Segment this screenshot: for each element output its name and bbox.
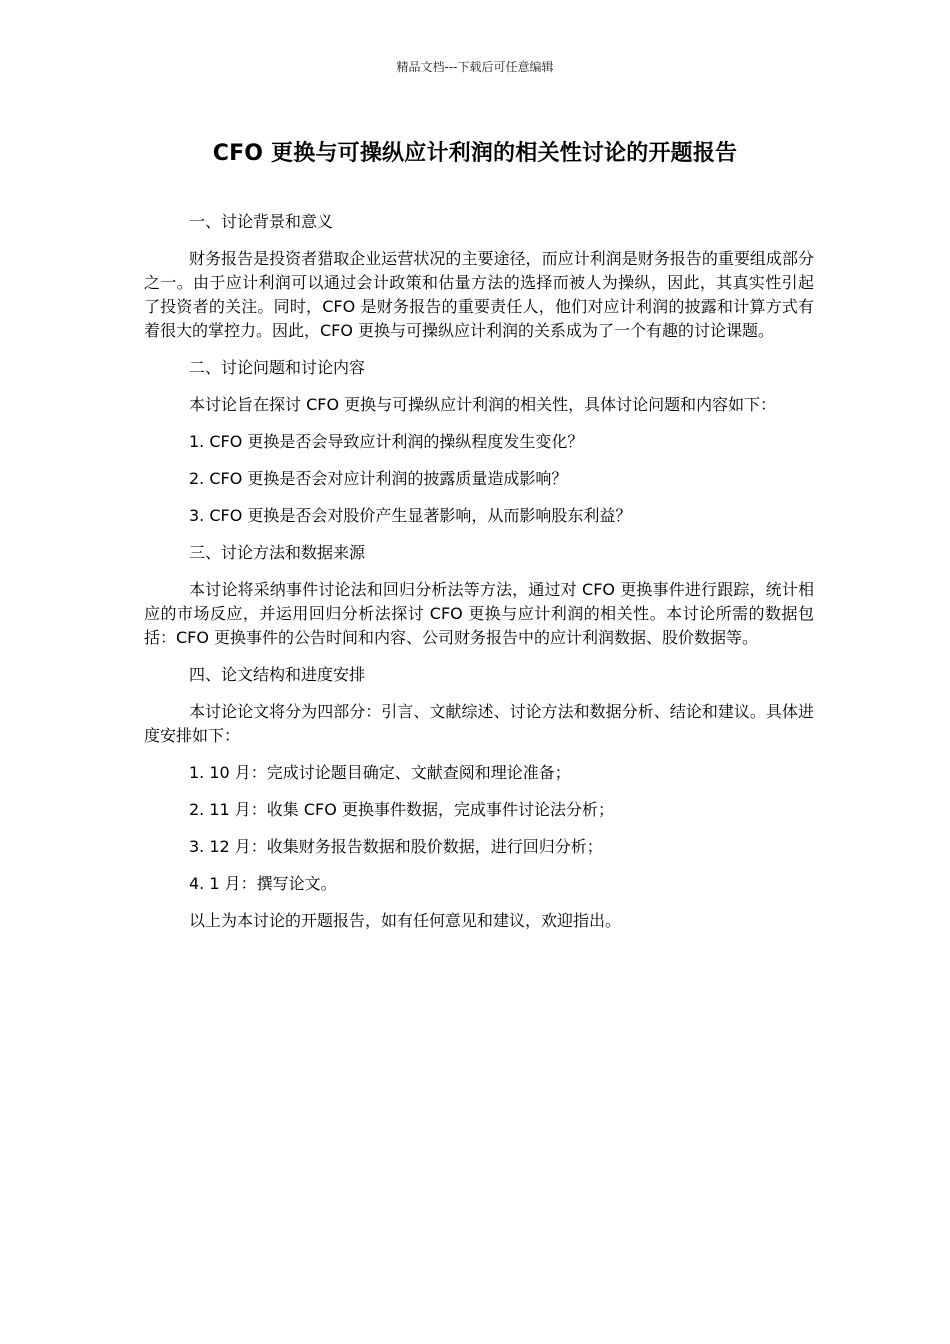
paragraph-background: 财务报告是投资者猎取企业运营状况的主要途径，而应计利润是财务报告的重要组成部分之一。由于应计利润可以通过会计政策和估量方法的选择而被人为操纵，因此，其真实性引起了投资者的关注。同时，CFO 是财务报告的重要责任人，他们对应计利润的披露和计算方式有着很大的掌控力。因此，CFO 更换与可操纵应计利润的关系成为了一个有趣的讨论课题。 bbox=[144, 249, 814, 340]
list-item-schedule-3: 3. 12 月：收集财务报告数据和股价数据，进行回归分析； bbox=[189, 837, 603, 856]
closing-paragraph: 以上为本讨论的开题报告，如有任何意见和建议，欢迎指出。 bbox=[189, 911, 622, 930]
list-item-schedule-2: 2. 11 月：收集 CFO 更换事件数据，完成事件讨论法分析； bbox=[189, 800, 614, 819]
document-body bbox=[144, 210, 814, 946]
list-item-question-1: 1. CFO 更换是否会导致应计利润的操纵程度发生变化？ bbox=[189, 432, 584, 451]
list-item-question-2: 2. CFO 更换是否会对应计利润的披露质量造成影响？ bbox=[189, 469, 568, 488]
section-heading-methods: 三、讨论方法和数据来源 bbox=[189, 543, 366, 562]
list-item-question-3: 3. CFO 更换是否会对股价产生显著影响，从而影响股东利益？ bbox=[189, 506, 632, 525]
list-item-schedule-1: 1. 10 月：完成讨论题目确定、文献查阅和理论准备； bbox=[189, 763, 571, 782]
list-item-schedule-4: 4. 1 月：撰写论文。 bbox=[189, 874, 337, 893]
paragraph-schedule-intro: 本讨论论文将分为四部分：引言、文献综述、讨论方法和数据分析、结论和建议。具体进度安排如下： bbox=[144, 702, 814, 745]
section-heading-questions: 二、讨论问题和讨论内容 bbox=[189, 358, 366, 377]
paragraph-questions-intro: 本讨论旨在探讨 CFO 更换与可操纵应计利润的相关性，具体讨论问题和内容如下： bbox=[189, 395, 777, 414]
paragraph-methods: 本讨论将采纳事件讨论法和回归分析法等方法，通过对 CFO 更换事件进行跟踪，统计相应的市场反应，并运用回归分析法探讨 CFO 更换与应计利润的相关性。本讨论所需的数据包括：CFO 更换事件的公告时间和内容、公司财务报告中的应计利润数据、股价数据等。 bbox=[144, 580, 814, 647]
section-heading-background: 一、讨论背景和意义 bbox=[189, 212, 334, 231]
section-heading-schedule: 四、论文结构和进度安排 bbox=[189, 665, 366, 684]
page-header: 精品文档---下载后可任意编辑 bbox=[396, 60, 554, 74]
document-title: CFO 更换与可操纵应计利润的相关性讨论的开题报告 bbox=[212, 141, 738, 166]
